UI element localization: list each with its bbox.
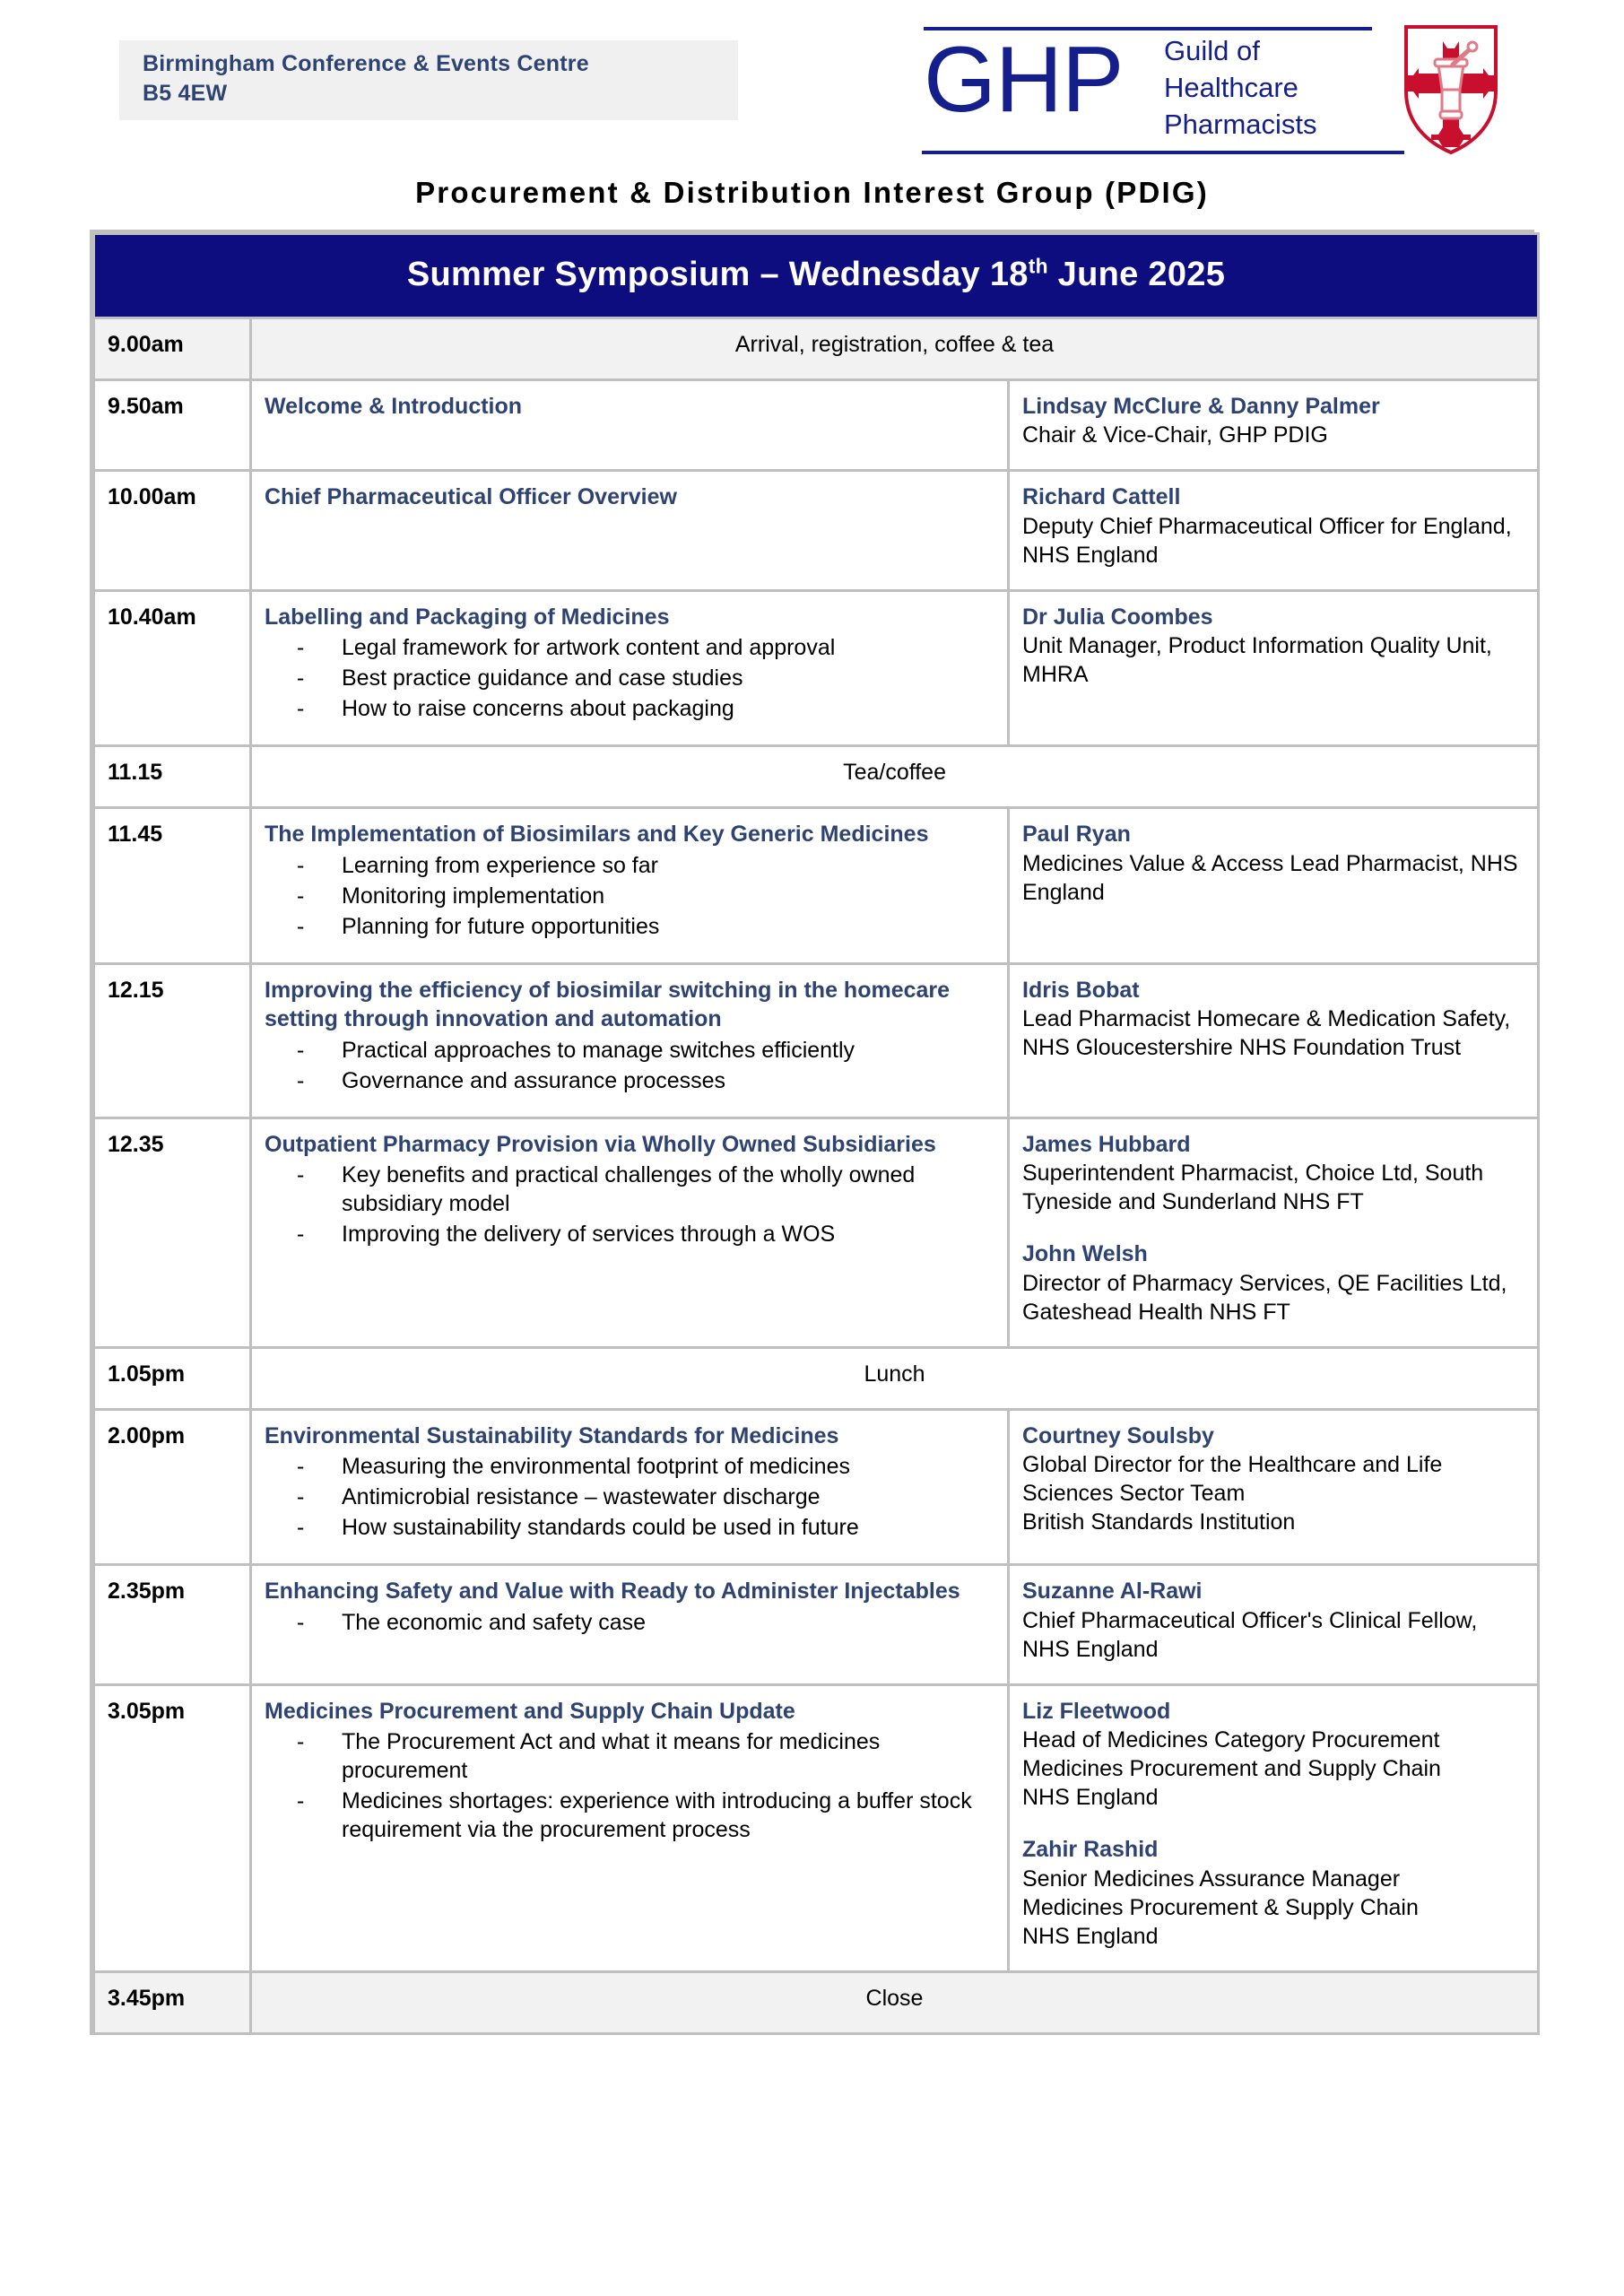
session-title: Labelling and Packaging of Medicines	[265, 604, 670, 630]
session-speaker-cell	[1009, 1409, 1539, 1565]
speaker-name: Dr Julia Coombes	[1022, 604, 1213, 630]
agenda-table-body	[94, 234, 1539, 2034]
agenda-banner-row	[94, 234, 1539, 318]
speaker-block	[1022, 1835, 1524, 1951]
speaker-name: Richard Cattell	[1022, 484, 1181, 510]
agenda-row	[94, 1347, 1539, 1409]
ghp-wordmark-line-1: Guild of	[1164, 35, 1260, 66]
break-label: Lunch	[251, 1347, 1539, 1409]
page-header	[0, 0, 1624, 176]
break-label: Close	[251, 1971, 1539, 2033]
session-time: 11.45	[94, 808, 251, 964]
session-topic-cell	[251, 1684, 1009, 1971]
session-time: 9.00am	[94, 317, 251, 379]
session-title: Enhancing Safety and Value with Ready to Administer Injectables	[265, 1578, 960, 1605]
session-bullet: - Best practice guidance and case studies	[297, 664, 994, 692]
session-bullet-list	[265, 1036, 994, 1095]
session-speaker-cell	[1009, 590, 1539, 746]
session-bullet: - Governance and assurance processes	[297, 1066, 994, 1095]
session-bullet: - Medicines shortages: experience with introducing a buffer stock requirement via the procurement process	[297, 1787, 994, 1844]
session-speaker-cell	[1009, 1684, 1539, 1971]
session-topic-cell	[251, 1409, 1009, 1565]
session-title: Chief Pharmaceutical Officer Overview	[265, 484, 677, 510]
session-bullet: - Learning from experience so far	[297, 851, 994, 880]
speaker-role: Unit Manager, Product Information Quality Unit, MHRA	[1022, 633, 1492, 688]
session-speaker-cell	[1009, 379, 1539, 471]
session-time: 12.15	[94, 963, 251, 1118]
speaker-role: Head of Medicines Category Procurement Medicines Procurement and Supply Chain NHS England	[1022, 1727, 1441, 1811]
speaker-role: Director of Pharmacy Services, QE Facilities Ltd, Gateshead Health NHS FT	[1022, 1270, 1507, 1325]
venue-box	[119, 40, 738, 120]
logo-rule-bottom	[922, 151, 1404, 154]
session-bullet: - Key benefits and practical challenges of the wholly owned subsidiary model	[297, 1161, 994, 1218]
session-bullet: - How to raise concerns about packaging	[297, 694, 994, 723]
session-bullet-list	[265, 633, 994, 723]
session-bullet-list	[265, 851, 994, 941]
session-time: 1.05pm	[94, 1347, 251, 1409]
speaker-name: John Welsh	[1022, 1241, 1148, 1267]
session-bullet-list	[265, 1161, 994, 1248]
session-title: The Implementation of Biosimilars and Key Generic Medicines	[265, 822, 929, 848]
speaker-block	[1022, 603, 1524, 690]
speaker-role: Chair & Vice-Chair, GHP PDIG	[1022, 422, 1328, 448]
symposium-banner	[94, 234, 1539, 318]
speaker-block	[1022, 1697, 1524, 1813]
session-speaker-cell	[1009, 963, 1539, 1118]
ghp-monogram: GHP	[924, 28, 1124, 132]
speaker-name: Paul Ryan	[1022, 822, 1131, 848]
speaker-name: Courtney Soulsby	[1022, 1422, 1214, 1448]
speaker-block	[1022, 1577, 1524, 1664]
ghp-wordmark	[1164, 32, 1317, 144]
agenda-row	[94, 471, 1539, 591]
banner-ordinal: th	[1028, 254, 1048, 278]
speaker-role: Chief Pharmaceutical Officer's Clinical Fellow, NHS England	[1022, 1607, 1478, 1662]
agenda-row	[94, 1118, 1539, 1347]
session-bullet-list	[265, 1452, 994, 1542]
speaker-role: Medicines Value & Access Lead Pharmacist, NHS England	[1022, 850, 1518, 905]
banner-prefix: Summer Symposium – Wednesday 18	[406, 256, 1029, 293]
speaker-role: Deputy Chief Pharmaceutical Officer for England, NHS England	[1022, 513, 1512, 568]
session-bullet: - Practical approaches to manage switches efficiently	[297, 1036, 994, 1065]
speaker-block	[1022, 1130, 1524, 1217]
agenda-row	[94, 1684, 1539, 1971]
session-time: 11.15	[94, 746, 251, 808]
session-bullet: - How sustainability standards could be used in future	[297, 1513, 994, 1542]
speaker-block	[1022, 483, 1524, 570]
agenda-row	[94, 379, 1539, 471]
session-title: Environmental Sustainability Standards for Medicines	[265, 1422, 839, 1448]
session-title: Welcome & Introduction	[265, 393, 523, 419]
session-bullet: - Improving the delivery of services through a WOS	[297, 1220, 994, 1248]
session-bullet: - Planning for future opportunities	[297, 912, 994, 941]
session-bullet: - Measuring the environmental footprint of medicines	[297, 1452, 994, 1481]
ghp-wordmark-line-3: Pharmacists	[1164, 109, 1317, 141]
agenda-row	[94, 317, 1539, 379]
agenda-row	[94, 808, 1539, 964]
speaker-role: Superintendent Pharmacist, Choice Ltd, South Tyneside and Sunderland NHS FT	[1022, 1161, 1484, 1215]
session-time: 9.50am	[94, 379, 251, 471]
session-speaker-cell	[1009, 471, 1539, 591]
venue-postcode: B5 4EW	[143, 81, 228, 107]
speaker-name: Liz Fleetwood	[1022, 1698, 1171, 1724]
session-bullet-list	[265, 1608, 994, 1637]
banner-suffix: June 2025	[1047, 256, 1226, 293]
speaker-block	[1022, 1239, 1524, 1326]
session-speaker-cell	[1009, 1118, 1539, 1347]
session-time: 10.00am	[94, 471, 251, 591]
speaker-block	[1022, 976, 1524, 1063]
session-time: 3.45pm	[94, 1971, 251, 2033]
session-topic-cell	[251, 1565, 1009, 1685]
speaker-block	[1022, 820, 1524, 907]
agenda-row	[94, 1971, 1539, 2033]
speaker-name: Zahir Rashid	[1022, 1837, 1159, 1863]
agenda-table	[92, 232, 1540, 2035]
session-speaker-cell	[1009, 808, 1539, 964]
agenda-row	[94, 1565, 1539, 1685]
session-topic-cell	[251, 471, 1009, 591]
speaker-role: Global Director for the Healthcare and Life Sciences Sector Team British Standards Institution	[1022, 1452, 1443, 1535]
session-time: 2.00pm	[94, 1409, 251, 1565]
agenda-row	[94, 1409, 1539, 1565]
speaker-role: Lead Pharmacist Homecare & Medication Safety, NHS Gloucestershire NHS Foundation Trust	[1022, 1006, 1511, 1061]
agenda-row	[94, 590, 1539, 746]
session-topic-cell	[251, 379, 1009, 471]
session-bullet: - Legal framework for artwork content and approval	[297, 633, 994, 662]
session-topic-cell	[251, 963, 1009, 1118]
session-title: Outpatient Pharmacy Provision via Wholly Owned Subsidiaries	[265, 1131, 936, 1157]
symposium-banner-text	[407, 256, 1225, 293]
agenda-row	[94, 746, 1539, 808]
speaker-name: James Hubbard	[1022, 1131, 1191, 1157]
venue-name: Birmingham Conference & Events Centre	[143, 51, 589, 76]
session-title: Improving the efficiency of biosimilar switching in the homecare setting through innovation and automation	[265, 977, 951, 1032]
speaker-name: Idris Bobat	[1022, 977, 1140, 1003]
session-bullet-list	[265, 1727, 994, 1844]
session-time: 10.40am	[94, 590, 251, 746]
speaker-block	[1022, 1422, 1524, 1537]
session-bullet: - Monitoring implementation	[297, 882, 994, 910]
session-bullet: - The Procurement Act and what it means for medicines procurement	[297, 1727, 994, 1785]
speaker-block	[1022, 392, 1524, 450]
session-bullet: - The economic and safety case	[297, 1608, 994, 1637]
session-topic-cell	[251, 590, 1009, 746]
session-time: 3.05pm	[94, 1684, 251, 1971]
pharmacy-shield-crest-icon	[1401, 22, 1501, 156]
speaker-name: Suzanne Al-Rawi	[1022, 1578, 1203, 1605]
session-time: 2.35pm	[94, 1565, 251, 1685]
ghp-logo	[906, 7, 1551, 164]
session-title: Medicines Procurement and Supply Chain Update	[265, 1698, 795, 1724]
session-time: 12.35	[94, 1118, 251, 1347]
page-title: Procurement & Distribution Interest Group (PDIG)	[415, 176, 1209, 209]
session-topic-cell	[251, 808, 1009, 964]
speaker-role: Senior Medicines Assurance Manager Medicines Procurement & Supply Chain NHS England	[1022, 1866, 1419, 1949]
session-speaker-cell	[1009, 1565, 1539, 1685]
speaker-name: Lindsay McClure & Danny Palmer	[1022, 393, 1380, 419]
agenda-table-wrap	[90, 230, 1534, 2035]
break-label: Tea/coffee	[251, 746, 1539, 808]
agenda-row	[94, 963, 1539, 1118]
break-label: Arrival, registration, coffee & tea	[251, 317, 1539, 379]
session-bullet: - Antimicrobial resistance – wastewater discharge	[297, 1483, 994, 1511]
ghp-wordmark-line-2: Healthcare	[1164, 72, 1298, 104]
session-topic-cell	[251, 1118, 1009, 1347]
